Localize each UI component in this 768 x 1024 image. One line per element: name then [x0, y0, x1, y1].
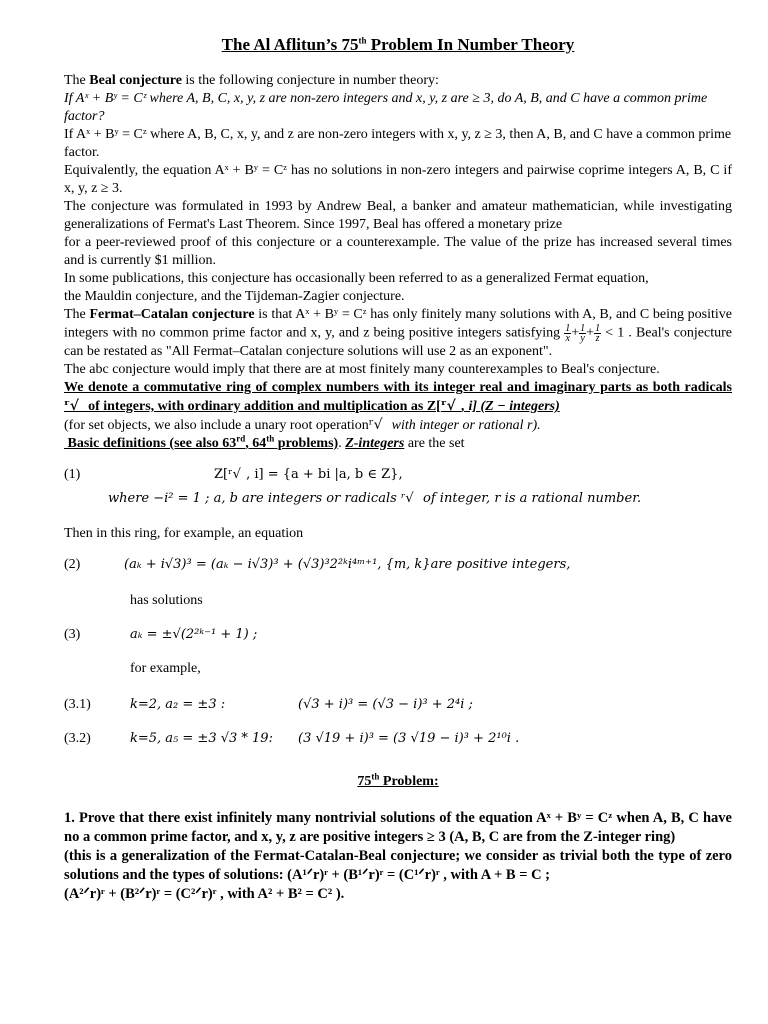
equation-1: (1) Z[ʳ√ , i] = {a + bi |a, b ∈ Z}, [64, 467, 403, 482]
problem-statement: 1. Prove that there exist infinitely many nontrivial solutions of the equation Aˣ + Bʸ = Cᶻ when A, B, C have no a common prime factor, and x, y, z are positive integers ≥ 3 (A, B, C are from the Z-integer ring) [64, 810, 732, 845]
page-title: The Al Aflitun’s 75th Problem In Number Theory [221, 35, 575, 54]
unary-operation-line: (for set objects, we also include a unary root operationʳ√ with integer or rational r). [64, 417, 541, 433]
basic-definitions-line: Basic definitions (see also 63rd, 64th problems). Z-integers are the set [67, 433, 465, 451]
abc-line: The abc conjecture would imply that there are at most finitely many counterexamples to Beal's conjecture. [64, 362, 660, 377]
equation-3-1: (3.1) k=2, a₂ = ±3 : (√3 + i)³ = (√3 − i)³ + 2⁴i ; [64, 697, 473, 712]
equation-2: (2) (aₖ + i√3)³ = (aₖ − i√3)³ + (√3)³2²ᵏi⁴ᵐ⁺¹, {m, k}are positive integers, [64, 557, 571, 572]
beal-question: If Aˣ + Bʸ = Cᶻ where A, B, C, x, y, z are non-zero integers and x, y, z are ≥ 3, do A, B, and C have a common prime factor? [64, 91, 708, 124]
for-example-line: for example, [130, 661, 201, 676]
beal-equivalent: Equivalently, the equation Aˣ + Bʸ = Cᶻ has no solutions in non-zero integers and pairwise coprime integers A, B, C if x, y, z ≥ 3. [64, 163, 732, 196]
fraction-1-y: $\frac{1}{y}$ [580, 323, 586, 344]
problem-note: (this is a generalization of the Fermat-Catalan-Beal conjecture; we consider as trivial both the type of zero solutions and the types of solutions: (A¹ᐟr)ʳ + (B¹ᐟr)ʳ = (C¹ᐟr)ʳ , with A + B = C ; [64, 848, 732, 883]
has-solutions-line: has solutions [130, 593, 203, 608]
prize-paragraph: for a peer-reviewed proof of this conjecture or a counterexample. The value of the prize has increased several times and is currently $1 million. [64, 235, 732, 268]
document-page [64, 34, 732, 904]
fermat-catalan-paragraph: The Fermat–Catalan conjecture is that Aˣ + Bʸ = Cᶻ has only finitely many solutions with A, B, and C being positive integers with no common prime factor and x, y, and z being positive integers satisfying $\frac{1}{x}$ + $\frac{1}{y}$ + $\frac{1}{z}$ < 1 . Beal's conjecture can be restated as "All Fermat–Catalan conjecture solutions will use 2 as an exponent". [64, 307, 732, 359]
problem-note-end: (A²ᐟr)ʳ + (B²ᐟr)ʳ = (C²ᐟr)ʳ , with A² + B² = C² ). [64, 886, 345, 902]
history-paragraph: The conjecture was formulated in 1993 by Andrew Beal, a banker and amateur mathematician, while investigating generalizations of Fermat's Last Theorem. Since 1997, Beal has offered a monetary prize [64, 199, 732, 232]
beal-statement: If Aˣ + Bʸ = Cᶻ where A, B, C, x, y, and z are non-zero integers with x, y, z ≥ 3, then A, B, and C have a common prime factor. [64, 127, 732, 160]
equation-3-2: (3.2) k=5, a₅ = ±3 √3 * 19: (3 √19 + i)³ = (3 √19 − i)³ + 2¹⁰i . [64, 731, 520, 746]
equation-3: (3) aₖ = ±√(2²ᵏ⁻¹ + 1) ; [64, 627, 258, 642]
fraction-1-z: $\frac{1}{z}$ [595, 323, 601, 344]
equation-1-where: where −i² = 1 ; a, b are integers or radicals ʳ√ of integer, r is a rational number. [108, 491, 642, 506]
ring-definition: We denote a commutative ring of complex numbers with its integer real and imaginary parts as both radicals ʳ√ of integers, with ordinary addition and multiplication as Z[ʳ√ , i] (Z − integers) [64, 380, 732, 414]
problem-heading: 75th Problem: [357, 771, 439, 789]
intro-line-1: The Beal conjecture is the following conjecture in number theory: [64, 73, 439, 88]
ring-example-intro: Then in this ring, for example, an equation [64, 526, 304, 541]
publications-line: In some publications, this conjecture has occasionally been referred to as a generalized Fermat equation, [64, 271, 649, 286]
conjecture-names-line: the Mauldin conjecture, and the Tijdeman-Zagier conjecture. [64, 289, 405, 304]
fraction-1-x: $\frac{1}{x}$ [565, 323, 571, 344]
